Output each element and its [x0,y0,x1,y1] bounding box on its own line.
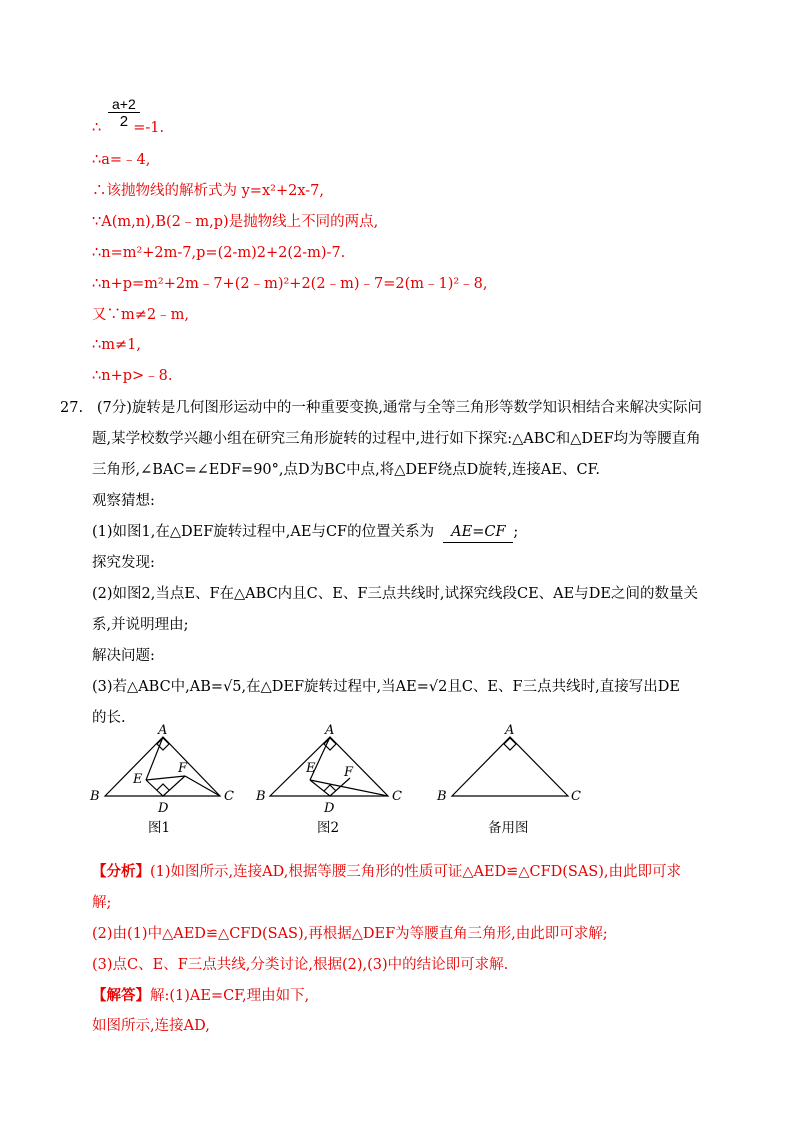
analysis-line-1: 【分析】(1)如图所示,连接AD,根据等腰三角形的性质可证△AED≌△CFD(SAS),由此即可求 [92,863,682,880]
fig2-triangle-abc [270,737,388,796]
fig2-label-d: D [324,801,335,816]
observe-title: 观察猜想: [92,493,155,509]
part2-line-2: 系,并说明理由; [92,617,189,633]
part2-line-1: (2)如图2,当点E、F在△ABC内且C、E、F三点共线时,试探究线段CE、AE与DE之间的数量关 [92,586,698,602]
solution-line-1: ∴a=﹣4, [92,152,151,168]
part1-answer: AE=CF [443,522,513,543]
fig2-label-f: F [344,765,354,780]
fig2-label-b: B [256,789,266,804]
fraction-numerator: a+2 [108,96,140,113]
caption-spare: 备用图 [488,820,529,836]
spare-label-c: C [571,789,581,804]
question-line-3: 三角形,∠BAC=∠EDF=90°,点D为BC中点,将△DEF绕点D旋转,连接AE、CF. [92,462,600,478]
part3-line-1: (3)若△ABC中,AB=√5,在△DEF旋转过程中,当AE=√2且C、E、F三点共线时,直接写出DE [92,679,680,695]
fig1-ae [146,737,163,780]
explore-title: 探究发现: [92,555,155,571]
fig1-cf [185,776,220,796]
fig1-label-d: D [158,801,169,816]
figure-1 [105,737,220,796]
part1-line: (1)如图1,在△DEF旋转过程中,AE与CF的位置关系为 AE=CF ; [92,522,518,543]
fig2-right-angle-d [324,785,336,791]
spare-right-angle-a [504,738,516,750]
solution-line-5: ∴n+p=m²+2m﹣7+(2﹣m)²+2(2﹣m)﹣7=2(m﹣1)²﹣8, [92,276,488,292]
fig1-label-c: C [224,789,234,804]
fig2-ce [310,780,388,796]
solution-line-2: ∴该抛物线的解析式为 y=x²+2x-7, [92,183,324,199]
solve-title: 解决问题: [92,648,155,664]
analysis-line-3: (2)由(1)中△AED≌△CFD(SAS),再根据△DEF为等腰直角三角形,由此即可求解; [92,926,608,942]
caption-fig2: 图2 [317,820,340,836]
spare-label-a: A [505,723,515,738]
fig1-label-b: B [90,789,100,804]
fig2-label-a: A [325,723,335,738]
caption-fig1: 图1 [148,820,171,836]
spare-triangle-abc [452,737,568,796]
fraction-denominator: 2 [119,113,129,130]
fig1-right-angle-d [157,784,169,790]
solution-line-4: ∴n=m²+2m-7,p=(2-m)2+2(2-m)-7. [92,245,346,261]
answer-line-2: 如图所示,连接AD, [92,1018,210,1034]
figure-spare [452,737,568,796]
figure-2 [270,737,388,796]
analysis-line-2: 解; [92,895,112,911]
part3-line-2: 的长. [92,710,126,726]
solution-line-7: ∴m≠1, [92,337,141,353]
fig2-label-e: E [306,761,316,776]
question-line-1: 27. (7分)旋转是几何图形运动中的一种重要变换,通常与全等三角形等数学知识相结合来解决实际问 [60,400,703,416]
fig1-ef [146,776,185,780]
fig1-label-e: E [133,772,143,787]
solution-line-0: ∴ =-1. [92,120,165,136]
question-line-2: 题,某学校数学兴趣小组在研究三角形旋转的过程中,进行如下探究:△ABC和△DEF均为等腰直角 [92,431,701,447]
solution-line-6: 又∵m≠2﹣m, [92,307,189,323]
answer-line-1: 【解答】解:(1)AE=CF,理由如下, [92,987,310,1004]
fig2-right-angle-a [324,738,336,750]
fig2-label-c: C [392,789,402,804]
fig1-label-a: A [158,723,168,738]
spare-label-b: B [437,789,447,804]
solution-line-3: ∵A(m,n),B(2﹣m,p)是抛物线上不同的两点, [92,214,379,230]
fig1-label-f: F [178,761,188,776]
figures-svg [80,720,720,840]
analysis-line-4: (3)点C、E、F三点共线,分类讨论,根据(2),(3)中的结论即可求解. [92,957,509,973]
solution-line-8: ∴n+p>﹣8. [92,368,173,384]
fig1-triangle-abc [105,737,220,796]
